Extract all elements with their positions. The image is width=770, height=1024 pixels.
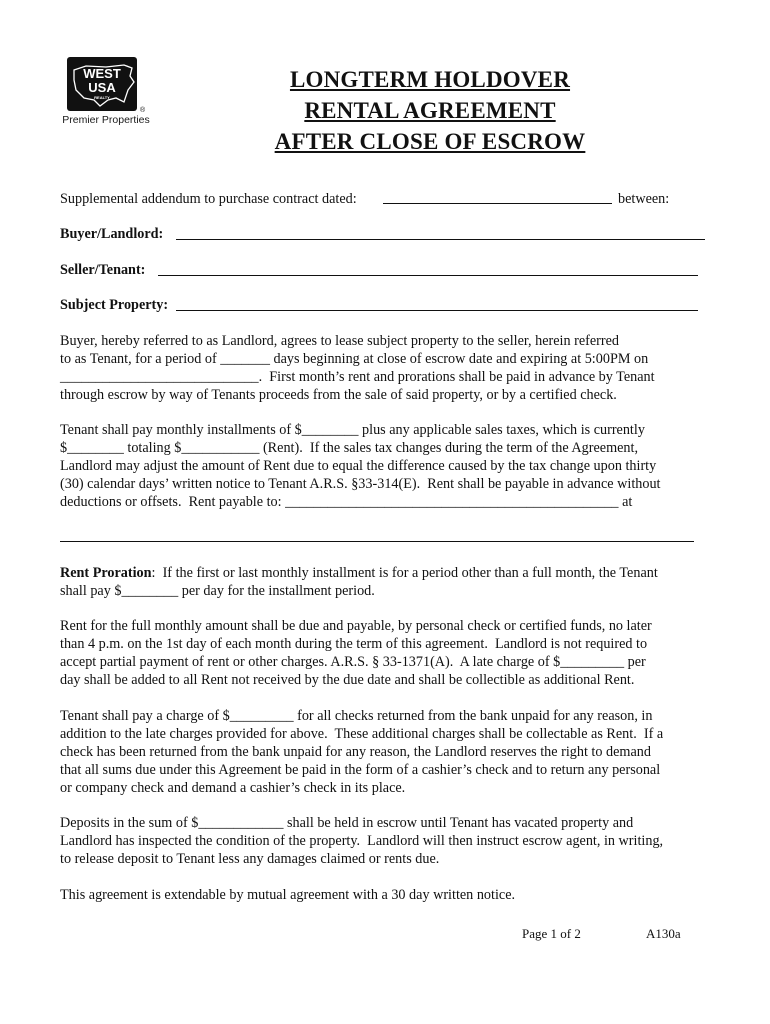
proration-text: : If the first or last monthly installment is for a period other than a full month, the Tenant xyxy=(151,565,658,581)
para4-line-1: Tenant shall pay a charge of $_________ for all checks returned from the bank unpaid for any reason, in xyxy=(60,708,653,724)
para4-line-4: that all sums due under this Agreement be paid in the form of a cashier’s check and to return any personal xyxy=(60,762,661,778)
seller-tenant-field[interactable] xyxy=(158,275,698,276)
logo-registered-mark: ® xyxy=(140,107,146,114)
title-line-3: AFTER CLOSE OF ESCROW xyxy=(274,129,586,154)
proration-line-1 xyxy=(60,564,658,582)
para3-line-2: than 4 p.m. on the 1st day of each month during the term of this agreement. Landlord is not required to xyxy=(60,636,648,652)
buyer-landlord-field[interactable] xyxy=(176,239,705,240)
para2-line-3: Landlord may adjust the amount of Rent due to equal the difference caused by the tax change upon thirty xyxy=(60,458,657,474)
para1-line-2: to as Tenant, for a period of _______ days beginning at close of escrow date and expiring at 5:00PM on xyxy=(60,351,649,367)
para3-line-1: Rent for the full monthly amount shall be due and payable, by personal check or certified funds, no later xyxy=(60,618,652,634)
logo-word-usa: USA xyxy=(88,80,116,95)
subject-property-field[interactable] xyxy=(176,310,698,311)
subject-property-label: Subject Property: xyxy=(60,297,169,313)
para2-line-5: deductions or offsets. Rent payable to: _______________________________________________ at xyxy=(60,494,633,510)
seller-tenant-label: Seller/Tenant: xyxy=(60,262,146,278)
supplemental-suffix: between: xyxy=(618,191,670,207)
title-line-2: RENTAL AGREEMENT xyxy=(304,98,556,123)
logo-subtitle: Premier Properties xyxy=(62,114,150,126)
buyer-landlord-label: Buyer/Landlord: xyxy=(60,226,164,242)
supplemental-prefix: Supplemental addendum to purchase contract dated: xyxy=(60,191,357,207)
para5-line-2: Landlord has inspected the condition of the property. Landlord will then instruct escrow agent, in writing, xyxy=(60,833,664,849)
para1-line-3: ____________________________. First month’s rent and prorations shall be paid in advance by Tenant xyxy=(60,369,655,385)
para2-line-1: Tenant shall pay monthly installments of $________ plus any applicable sales taxes, which is currently xyxy=(60,422,645,438)
para1-line-1: Buyer, hereby referred to as Landlord, agrees to lease subject property to the seller, herein referred xyxy=(60,333,620,349)
logo-word-realty: REALTY xyxy=(94,95,110,100)
para6-line: This agreement is extendable by mutual agreement with a 30 day written notice. xyxy=(60,887,516,903)
para3-line-3: accept partial payment of rent or other charges. A.R.S. § 33-1371(A). A late charge of $_________ per xyxy=(60,654,646,670)
para1-line-4: through escrow by way of Tenants proceeds from the sale of said property, or by a certified check. xyxy=(60,387,617,403)
form-code: A130a xyxy=(646,926,681,941)
para2-line-2: $________ totaling $___________ (Rent). If the sales tax changes during the term of the Agreement, xyxy=(60,440,639,456)
para4-line-3: check has been returned from the bank unpaid for any reason, the Landlord reserves the right to demand xyxy=(60,744,651,760)
rent-payable-address-field[interactable] xyxy=(60,541,694,542)
proration-line-2: shall pay $________ per day for the installment period. xyxy=(60,583,375,599)
para3-line-4: day shall be added to all Rent not received by the due date and shall be collectible as additional Rent. xyxy=(60,672,635,688)
title-line-1: LONGTERM HOLDOVER xyxy=(289,67,571,92)
para5-line-1: Deposits in the sum of $____________ shall be held in escrow until Tenant has vacated property and xyxy=(60,815,634,831)
para4-line-2: addition to the late charges provided for above. These additional charges shall be collectable as Rent. If a xyxy=(60,726,664,742)
para2-line-4: (30) calendar days’ written notice to Tenant A.R.S. §33-314(E). Rent shall be payable in advance without xyxy=(60,476,661,492)
logo-word-west: WEST xyxy=(83,66,121,81)
para5-line-3: to release deposit to Tenant less any damages claimed or rents due. xyxy=(60,851,440,867)
para4-line-5: or company check and demand a cashier’s check in its place. xyxy=(60,780,406,796)
page-number: Page 1 of 2 xyxy=(522,926,581,941)
proration-label: Rent Proration xyxy=(60,565,152,581)
contract-date-field[interactable] xyxy=(383,203,612,204)
